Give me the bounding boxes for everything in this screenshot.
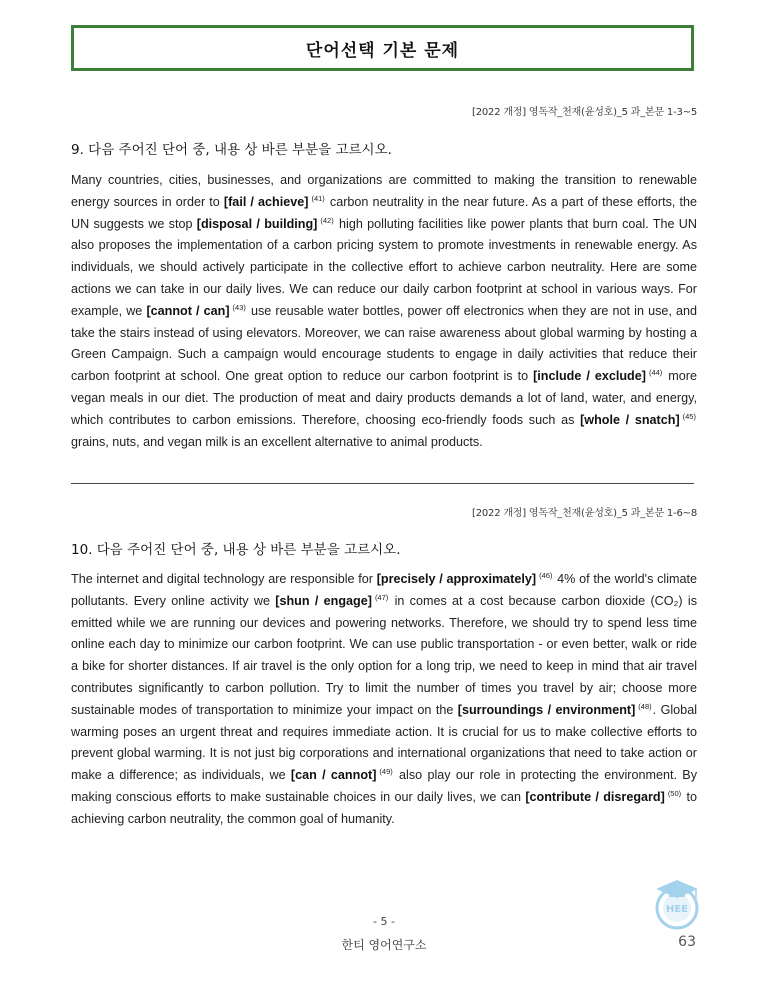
word-choice-48: [surroundings / environment]	[457, 702, 636, 717]
logo-text: HEE	[665, 904, 689, 915]
word-choice-45: [whole / snatch]	[580, 412, 680, 427]
passage-text: The internet and digital technology are responsible for	[71, 572, 377, 586]
blank-number: (43)	[232, 302, 246, 312]
word-choice-50: [contribute / disregard]	[525, 789, 665, 804]
passage-text: carbon neutrality in the near future. As a part of these efforts, the UN suggests we stop	[71, 194, 697, 231]
word-choice-47: [shun / engage]	[275, 593, 372, 608]
word-choice-44: [include / exclude]	[533, 369, 646, 384]
word-choice-49: [can / cannot]	[290, 768, 377, 783]
page-number: - 5 -	[373, 915, 395, 928]
section-divider	[71, 483, 694, 484]
word-choice-42: [disposal / building]	[196, 216, 318, 231]
blank-number: (50)	[667, 788, 682, 798]
passage-text: 4% of the world's climate pollutants. Every online activity we	[71, 572, 697, 608]
passage-text: high polluting facilities like power plants that burn coal. The UN also proposes the implementation of a carbon pricing system to promote investments in renewable energy. As individuals, we should actively participate in the collective effort to achieve carbon neutrality. Here are some actions we can take in our daily lives. We can reduce our daily carbon footprint at school in various ways. For example, we	[71, 216, 697, 318]
footer-organization: 한티 영어연구소	[341, 938, 427, 952]
graduation-cap-globe-logo-icon	[652, 878, 702, 930]
blank-number: (46)	[539, 571, 553, 580]
header-title-box	[71, 25, 694, 71]
passage-text: also play our role in protecting the environment. By making conscious efforts to make sustainable choices in our daily lives, we can	[71, 768, 698, 804]
section-2-source: [2022 개정] 영독작_천재(윤성호)_5 과_본문 1-6~8	[472, 508, 697, 519]
blank-number: (44)	[648, 368, 663, 378]
section-1-source: [2022 개정] 영독작_천재(윤성호)_5 과_본문 1-3~5	[472, 107, 697, 118]
passage-text: use reusable water bottles, power off electronics when they are not in use, and take the stairs instead of using elevators. Moreover, we can raise awareness about global warming by hosting a Green Campaign. Such a campaign would encourage students to engage in daily activities that reduce their carbon footprint at school. One great option to reduce our carbon footprint is to	[71, 303, 698, 384]
passage-text: Many countries, cities, businesses, and organizations are committed to making the transition to renewable energy sources in order to	[71, 173, 697, 209]
word-choice-41: [fail / achieve]	[223, 194, 309, 209]
blank-number: (41)	[311, 193, 325, 203]
blank-number: (48)	[638, 701, 652, 711]
passage-text: more vegan meals in our diet. The production of meat and dairy products demands a lot of land, water, and energy, which contributes to carbon emissions. Therefore, choosing eco-friendly foods such as	[71, 369, 697, 427]
blank-number: (45)	[682, 411, 696, 421]
word-choice-43: [cannot / can]	[146, 303, 230, 318]
page-number-right: 63	[678, 934, 696, 950]
passage-text: in comes at a cost because carbon dioxide (CO₂) is emitted while we are running our devices and powering networks. Therefore, we should try to spend less time online each day to minimize our carbon footprint. We can use public transportation - or even better, walk or ride a bike for shorter distances. If air travel is the only option for a long trip, we need to keep in mind that air travel contributes significantly to carbon pollution. Try to limit the number of times you travel by air; choose more sustainable modes of transportation to minimize your impact on the	[71, 593, 698, 717]
question-9: 9. 다음 주어진 단어 중, 내용 상 바른 부분을 고르시오.	[71, 142, 392, 158]
passage-text: . Global warming poses an urgent threat and requires immediate action. It is crucial for us to make collective efforts to prevent global warming. It is not just big corporations and international organizations that need to take action or make a difference; as individuals, we	[71, 702, 697, 783]
blank-number: (42)	[320, 215, 334, 225]
passage-text: to achieving carbon neutrality, the common goal of humanity.	[71, 789, 697, 826]
passage-text: grains, nuts, and vegan milk is an excellent alternative to animal products.	[71, 434, 483, 449]
question-10: 10. 다음 주어진 단어 중, 내용 상 바른 부분을 고르시오.	[71, 542, 401, 558]
page-title: 단어선택 기본 문제	[305, 40, 460, 61]
blank-number: (49)	[379, 767, 393, 777]
word-choice-46: [precisely / approximately]	[376, 572, 537, 586]
passage-10	[71, 569, 697, 831]
passage-9	[71, 170, 697, 453]
blank-number: (47)	[374, 592, 389, 602]
